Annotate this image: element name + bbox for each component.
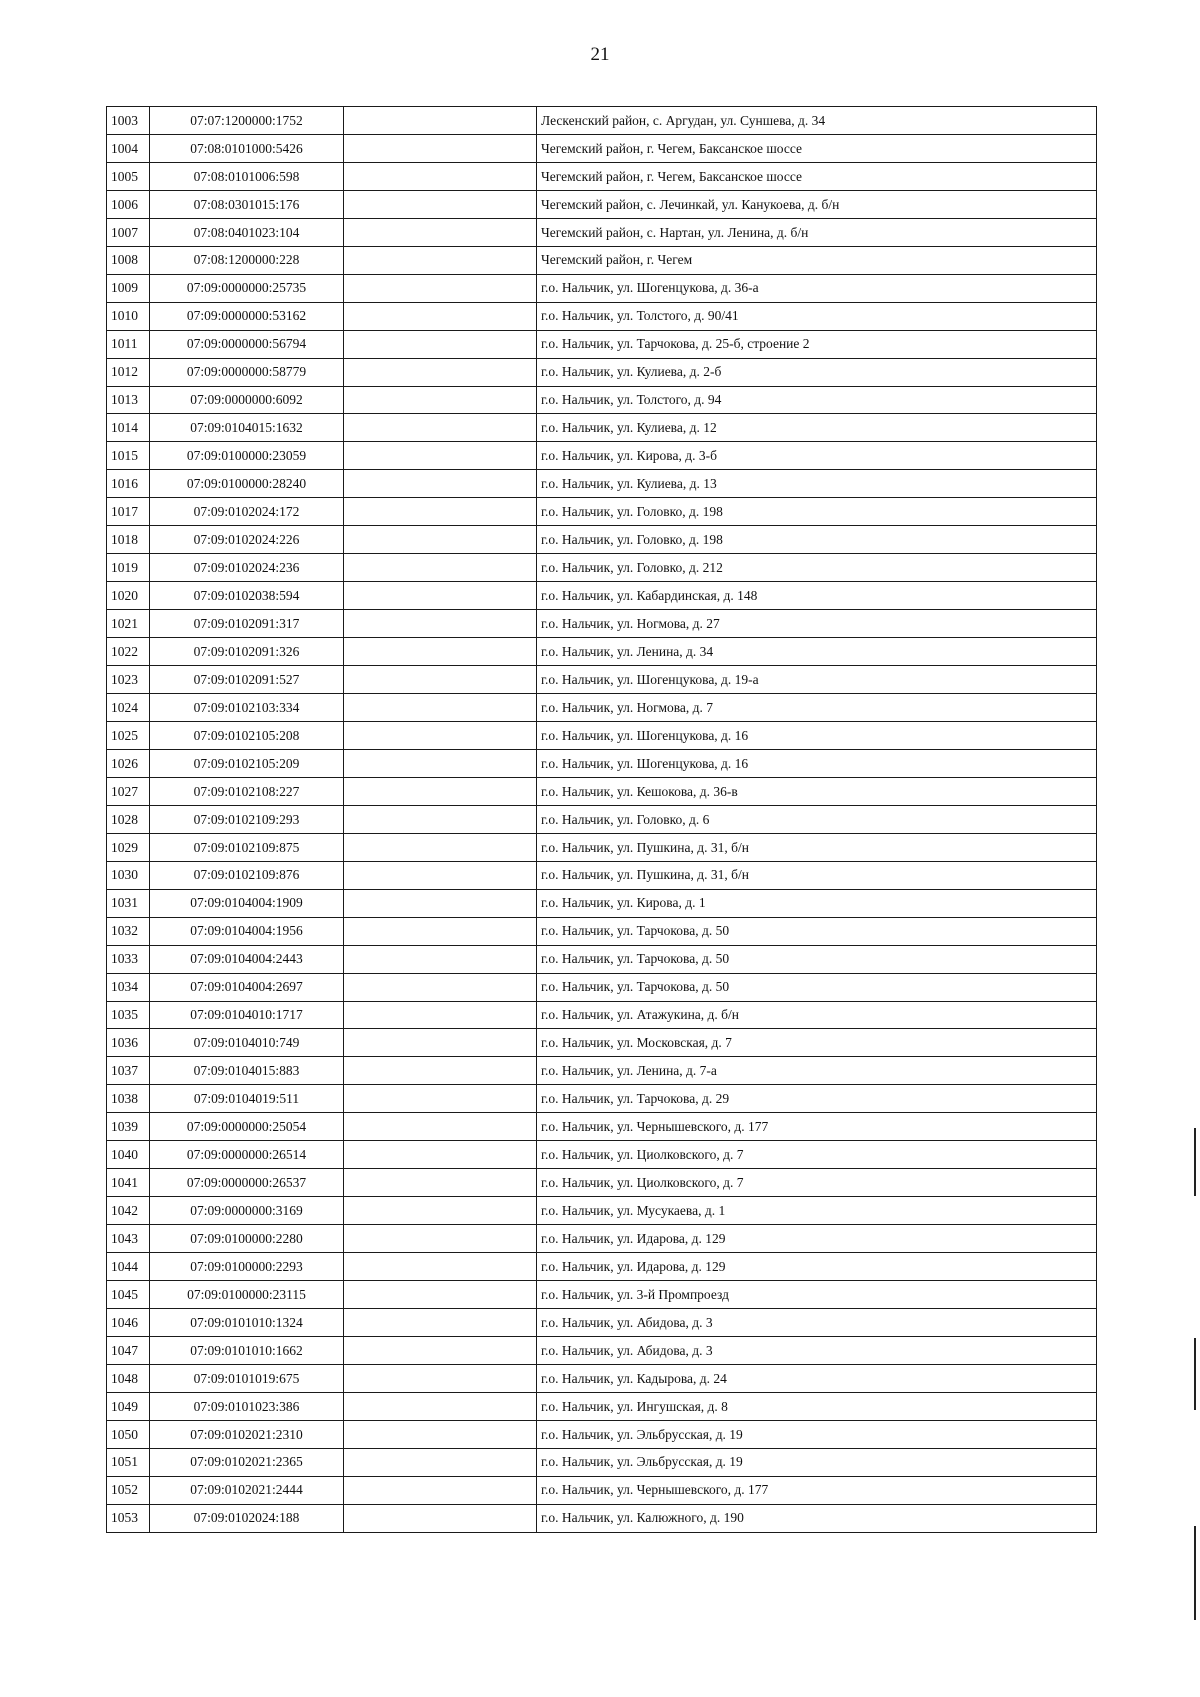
table-row: [107, 721, 1097, 749]
table-row: [107, 274, 1097, 302]
row-number-cell: 1047: [107, 1336, 150, 1364]
table-row: [107, 1476, 1097, 1504]
cadastral-number-cell: 07:09:0102024:236: [150, 554, 344, 582]
empty-cell: [344, 833, 537, 861]
cadastral-number-cell: 07:09:0102105:209: [150, 749, 344, 777]
address-cell: г.о. Нальчик, ул. Пушкина, д. 31, б/н: [537, 861, 1097, 889]
row-number-cell: 1034: [107, 973, 150, 1001]
empty-cell: [344, 805, 537, 833]
empty-cell: [344, 1225, 537, 1253]
row-number-cell: 1043: [107, 1225, 150, 1253]
table-row: [107, 498, 1097, 526]
row-number-cell: 1017: [107, 498, 150, 526]
empty-cell: [344, 889, 537, 917]
cadastral-number-cell: 07:09:0104010:749: [150, 1029, 344, 1057]
table-row: [107, 1197, 1097, 1225]
cadastral-number-cell: 07:09:0102021:2365: [150, 1448, 344, 1476]
address-cell: г.о. Нальчик, ул. Шогенцукова, д. 16: [537, 721, 1097, 749]
row-number-cell: 1036: [107, 1029, 150, 1057]
empty-cell: [344, 917, 537, 945]
empty-cell: [344, 1392, 537, 1420]
address-cell: г.о. Нальчик, ул. Тарчокова, д. 25-б, строение 2: [537, 330, 1097, 358]
cadastral-number-cell: 07:09:0102021:2310: [150, 1420, 344, 1448]
row-number-cell: 1010: [107, 302, 150, 330]
address-cell: г.о. Нальчик, ул. Абидова, д. 3: [537, 1308, 1097, 1336]
address-cell: г.о. Нальчик, ул. Кирова, д. 3-б: [537, 442, 1097, 470]
empty-cell: [344, 1476, 537, 1504]
row-number-cell: 1048: [107, 1364, 150, 1392]
cadastral-number-cell: 07:09:0102091:527: [150, 666, 344, 694]
row-number-cell: 1028: [107, 805, 150, 833]
address-cell: г.о. Нальчик, ул. Атажукина, д. б/н: [537, 1001, 1097, 1029]
table-row: [107, 1420, 1097, 1448]
row-number-cell: 1053: [107, 1504, 150, 1532]
empty-cell: [344, 721, 537, 749]
table-row: [107, 666, 1097, 694]
cadastral-number-cell: 07:09:0102091:317: [150, 610, 344, 638]
cadastral-number-cell: 07:09:0102109:875: [150, 833, 344, 861]
address-cell: г.о. Нальчик, ул. Абидова, д. 3: [537, 1336, 1097, 1364]
table-row: [107, 554, 1097, 582]
table-row: [107, 107, 1097, 135]
scan-edge-mark: [1194, 1526, 1196, 1620]
table-row: [107, 582, 1097, 610]
row-number-cell: 1031: [107, 889, 150, 917]
table-row: [107, 386, 1097, 414]
table-row: [107, 1001, 1097, 1029]
property-registry-table: [106, 106, 1097, 1533]
address-cell: Чегемский район, с. Нартан, ул. Ленина, д. б/н: [537, 218, 1097, 246]
row-number-cell: 1027: [107, 777, 150, 805]
row-number-cell: 1023: [107, 666, 150, 694]
empty-cell: [344, 162, 537, 190]
row-number-cell: 1020: [107, 582, 150, 610]
cadastral-number-cell: 07:09:0104004:2697: [150, 973, 344, 1001]
address-cell: г.о. Нальчик, ул. Кулиева, д. 13: [537, 470, 1097, 498]
empty-cell: [344, 498, 537, 526]
cadastral-number-cell: 07:09:0102109:293: [150, 805, 344, 833]
row-number-cell: 1013: [107, 386, 150, 414]
row-number-cell: 1012: [107, 358, 150, 386]
row-number-cell: 1018: [107, 526, 150, 554]
cadastral-number-cell: 07:09:0104015:1632: [150, 414, 344, 442]
cadastral-number-cell: 07:09:0000000:25054: [150, 1113, 344, 1141]
row-number-cell: 1003: [107, 107, 150, 135]
row-number-cell: 1029: [107, 833, 150, 861]
address-cell: г.о. Нальчик, ул. Тарчокова, д. 29: [537, 1085, 1097, 1113]
address-cell: г.о. Нальчик, ул. Ногмова, д. 7: [537, 694, 1097, 722]
row-number-cell: 1022: [107, 638, 150, 666]
table-row: [107, 442, 1097, 470]
table-row: [107, 162, 1097, 190]
empty-cell: [344, 666, 537, 694]
cadastral-number-cell: 07:09:0104004:2443: [150, 945, 344, 973]
address-cell: г.о. Нальчик, ул. Эльбрусская, д. 19: [537, 1448, 1097, 1476]
cadastral-number-cell: 07:09:0100000:23059: [150, 442, 344, 470]
cadastral-number-cell: 07:09:0102103:334: [150, 694, 344, 722]
empty-cell: [344, 1281, 537, 1309]
empty-cell: [344, 526, 537, 554]
empty-cell: [344, 218, 537, 246]
cadastral-number-cell: 07:09:0100000:2293: [150, 1253, 344, 1281]
table-row: [107, 610, 1097, 638]
table-row: [107, 749, 1097, 777]
row-number-cell: 1030: [107, 861, 150, 889]
cadastral-number-cell: 07:09:0100000:28240: [150, 470, 344, 498]
table-row: [107, 777, 1097, 805]
empty-cell: [344, 945, 537, 973]
row-number-cell: 1008: [107, 246, 150, 274]
row-number-cell: 1005: [107, 162, 150, 190]
cadastral-number-cell: 07:09:0000000:25735: [150, 274, 344, 302]
empty-cell: [344, 1029, 537, 1057]
cadastral-number-cell: 07:09:0000000:56794: [150, 330, 344, 358]
table-row: [107, 861, 1097, 889]
address-cell: г.о. Нальчик, ул. Головко, д. 212: [537, 554, 1097, 582]
table-row: [107, 1253, 1097, 1281]
empty-cell: [344, 638, 537, 666]
empty-cell: [344, 973, 537, 1001]
empty-cell: [344, 1169, 537, 1197]
cadastral-number-cell: 07:09:0102024:226: [150, 526, 344, 554]
address-cell: г.о. Нальчик, ул. Толстого, д. 94: [537, 386, 1097, 414]
empty-cell: [344, 694, 537, 722]
empty-cell: [344, 358, 537, 386]
row-number-cell: 1051: [107, 1448, 150, 1476]
address-cell: г.о. Нальчик, ул. Ингушская, д. 8: [537, 1392, 1097, 1420]
address-cell: г.о. Нальчик, ул. Мусукаева, д. 1: [537, 1197, 1097, 1225]
cadastral-number-cell: 07:09:0000000:26537: [150, 1169, 344, 1197]
row-number-cell: 1016: [107, 470, 150, 498]
empty-cell: [344, 1057, 537, 1085]
table-row: [107, 1392, 1097, 1420]
empty-cell: [344, 330, 537, 358]
row-number-cell: 1015: [107, 442, 150, 470]
address-cell: г.о. Нальчик, ул. Чернышевского, д. 177: [537, 1113, 1097, 1141]
address-cell: г.о. Нальчик, ул. Тарчокова, д. 50: [537, 917, 1097, 945]
empty-cell: [344, 414, 537, 442]
table-row: [107, 889, 1097, 917]
empty-cell: [344, 861, 537, 889]
cadastral-number-cell: 07:09:0102108:227: [150, 777, 344, 805]
row-number-cell: 1014: [107, 414, 150, 442]
address-cell: г.о. Нальчик, ул. Эльбрусская, д. 19: [537, 1420, 1097, 1448]
cadastral-number-cell: 07:09:0000000:53162: [150, 302, 344, 330]
row-number-cell: 1021: [107, 610, 150, 638]
cadastral-number-cell: 07:09:0100000:23115: [150, 1281, 344, 1309]
cadastral-number-cell: 07:09:0104015:883: [150, 1057, 344, 1085]
row-number-cell: 1038: [107, 1085, 150, 1113]
address-cell: г.о. Нальчик, ул. Кабардинская, д. 148: [537, 582, 1097, 610]
table-row: [107, 1336, 1097, 1364]
table-row: [107, 1448, 1097, 1476]
cadastral-number-cell: 07:09:0104004:1909: [150, 889, 344, 917]
cadastral-number-cell: 07:09:0100000:2280: [150, 1225, 344, 1253]
address-cell: г.о. Нальчик, ул. Идарова, д. 129: [537, 1225, 1097, 1253]
cadastral-number-cell: 07:09:0000000:6092: [150, 386, 344, 414]
address-cell: г.о. Нальчик, ул. Чернышевского, д. 177: [537, 1476, 1097, 1504]
scan-edge-mark: [1194, 1338, 1196, 1410]
cadastral-number-cell: 07:09:0101010:1324: [150, 1308, 344, 1336]
empty-cell: [344, 386, 537, 414]
address-cell: г.о. Нальчик, ул. Кулиева, д. 2-б: [537, 358, 1097, 386]
cadastral-number-cell: 07:08:0301015:176: [150, 190, 344, 218]
table-row: [107, 1225, 1097, 1253]
table-row: [107, 1113, 1097, 1141]
table-row: [107, 833, 1097, 861]
row-number-cell: 1026: [107, 749, 150, 777]
table-row: [107, 694, 1097, 722]
cadastral-number-cell: 07:08:0101006:598: [150, 162, 344, 190]
address-cell: г.о. Нальчик, ул. Шогенцукова, д. 36-а: [537, 274, 1097, 302]
row-number-cell: 1039: [107, 1113, 150, 1141]
address-cell: г.о. Нальчик, ул. Калюжного, д. 190: [537, 1504, 1097, 1532]
table-row: [107, 638, 1097, 666]
row-number-cell: 1052: [107, 1476, 150, 1504]
empty-cell: [344, 302, 537, 330]
table-row: [107, 414, 1097, 442]
address-cell: г.о. Нальчик, ул. Ленина, д. 7-а: [537, 1057, 1097, 1085]
address-cell: Чегемский район, г. Чегем, Баксанское шоссе: [537, 162, 1097, 190]
address-cell: г.о. Нальчик, ул. Ногмова, д. 27: [537, 610, 1097, 638]
empty-cell: [344, 554, 537, 582]
row-number-cell: 1033: [107, 945, 150, 973]
row-number-cell: 1046: [107, 1308, 150, 1336]
address-cell: г.о. Нальчик, ул. Кирова, д. 1: [537, 889, 1097, 917]
address-cell: г.о. Нальчик, ул. Кадырова, д. 24: [537, 1364, 1097, 1392]
address-cell: г.о. Нальчик, ул. Кулиева, д. 12: [537, 414, 1097, 442]
empty-cell: [344, 1420, 537, 1448]
cadastral-number-cell: 07:09:0102024:188: [150, 1504, 344, 1532]
cadastral-number-cell: 07:09:0102109:876: [150, 861, 344, 889]
row-number-cell: 1011: [107, 330, 150, 358]
address-cell: г.о. Нальчик, ул. 3-й Промпроезд: [537, 1281, 1097, 1309]
row-number-cell: 1019: [107, 554, 150, 582]
row-number-cell: 1042: [107, 1197, 150, 1225]
empty-cell: [344, 1448, 537, 1476]
cadastral-number-cell: 07:09:0102091:326: [150, 638, 344, 666]
table-row: [107, 945, 1097, 973]
row-number-cell: 1009: [107, 274, 150, 302]
address-cell: г.о. Нальчик, ул. Головко, д. 198: [537, 498, 1097, 526]
row-number-cell: 1035: [107, 1001, 150, 1029]
address-cell: Лескенский район, с. Аргудан, ул. Суншева, д. 34: [537, 107, 1097, 135]
empty-cell: [344, 610, 537, 638]
empty-cell: [344, 582, 537, 610]
cadastral-number-cell: 07:09:0102038:594: [150, 582, 344, 610]
row-number-cell: 1025: [107, 721, 150, 749]
address-cell: г.о. Нальчик, ул. Тарчокова, д. 50: [537, 945, 1097, 973]
table-row: [107, 1364, 1097, 1392]
table-row: [107, 470, 1097, 498]
table-row: [107, 1504, 1097, 1532]
cadastral-number-cell: 07:08:1200000:228: [150, 246, 344, 274]
table-row: [107, 526, 1097, 554]
row-number-cell: 1004: [107, 134, 150, 162]
empty-cell: [344, 1336, 537, 1364]
row-number-cell: 1049: [107, 1392, 150, 1420]
row-number-cell: 1045: [107, 1281, 150, 1309]
row-number-cell: 1044: [107, 1253, 150, 1281]
address-cell: Чегемский район, с. Лечинкай, ул. Канукоева, д. б/н: [537, 190, 1097, 218]
empty-cell: [344, 134, 537, 162]
row-number-cell: 1041: [107, 1169, 150, 1197]
row-number-cell: 1032: [107, 917, 150, 945]
address-cell: Чегемский район, г. Чегем: [537, 246, 1097, 274]
table-row: [107, 134, 1097, 162]
empty-cell: [344, 190, 537, 218]
table-row: [107, 1169, 1097, 1197]
cadastral-number-cell: 07:09:0101010:1662: [150, 1336, 344, 1364]
empty-cell: [344, 246, 537, 274]
address-cell: г.о. Нальчик, ул. Шогенцукова, д. 19-а: [537, 666, 1097, 694]
table-row: [107, 218, 1097, 246]
empty-cell: [344, 442, 537, 470]
address-cell: г.о. Нальчик, ул. Толстого, д. 90/41: [537, 302, 1097, 330]
empty-cell: [344, 1364, 537, 1392]
address-cell: г.о. Нальчик, ул. Головко, д. 198: [537, 526, 1097, 554]
empty-cell: [344, 107, 537, 135]
address-cell: г.о. Нальчик, ул. Шогенцукова, д. 16: [537, 749, 1097, 777]
empty-cell: [344, 777, 537, 805]
address-cell: г.о. Нальчик, ул. Тарчокова, д. 50: [537, 973, 1097, 1001]
table-row: [107, 330, 1097, 358]
address-cell: г.о. Нальчик, ул. Ленина, д. 34: [537, 638, 1097, 666]
cadastral-number-cell: 07:09:0104010:1717: [150, 1001, 344, 1029]
cadastral-number-cell: 07:09:0000000:3169: [150, 1197, 344, 1225]
empty-cell: [344, 470, 537, 498]
row-number-cell: 1050: [107, 1420, 150, 1448]
table-row: [107, 805, 1097, 833]
empty-cell: [344, 274, 537, 302]
page-number: 21: [590, 44, 610, 65]
table-row: [107, 973, 1097, 1001]
cadastral-number-cell: 07:09:0102024:172: [150, 498, 344, 526]
cadastral-number-cell: 07:09:0102105:208: [150, 721, 344, 749]
empty-cell: [344, 1308, 537, 1336]
empty-cell: [344, 1141, 537, 1169]
table-row: [107, 917, 1097, 945]
empty-cell: [344, 1253, 537, 1281]
address-cell: г.о. Нальчик, ул. Циолковского, д. 7: [537, 1169, 1097, 1197]
empty-cell: [344, 1197, 537, 1225]
cadastral-number-cell: 07:09:0101019:675: [150, 1364, 344, 1392]
address-cell: г.о. Нальчик, ул. Кешокова, д. 36-в: [537, 777, 1097, 805]
cadastral-number-cell: 07:08:0401023:104: [150, 218, 344, 246]
table-row: [107, 1281, 1097, 1309]
cadastral-number-cell: 07:07:1200000:1752: [150, 107, 344, 135]
address-cell: Чегемский район, г. Чегем, Баксанское шоссе: [537, 134, 1097, 162]
cadastral-number-cell: 07:09:0104004:1956: [150, 917, 344, 945]
empty-cell: [344, 749, 537, 777]
row-number-cell: 1040: [107, 1141, 150, 1169]
table-row: [107, 1029, 1097, 1057]
cadastral-number-cell: 07:09:0104019:511: [150, 1085, 344, 1113]
empty-cell: [344, 1085, 537, 1113]
address-cell: г.о. Нальчик, ул. Идарова, д. 129: [537, 1253, 1097, 1281]
scan-edge-mark: [1194, 1128, 1196, 1196]
row-number-cell: 1007: [107, 218, 150, 246]
empty-cell: [344, 1504, 537, 1532]
row-number-cell: 1024: [107, 694, 150, 722]
cadastral-number-cell: 07:09:0000000:26514: [150, 1141, 344, 1169]
table-row: [107, 302, 1097, 330]
address-cell: г.о. Нальчик, ул. Циолковского, д. 7: [537, 1141, 1097, 1169]
row-number-cell: 1037: [107, 1057, 150, 1085]
table-row: [107, 1308, 1097, 1336]
table-row: [107, 1085, 1097, 1113]
registry-table-body: [107, 107, 1097, 1533]
table-row: [107, 1057, 1097, 1085]
address-cell: г.о. Нальчик, ул. Московская, д. 7: [537, 1029, 1097, 1057]
table-row: [107, 190, 1097, 218]
cadastral-number-cell: 07:09:0101023:386: [150, 1392, 344, 1420]
table-row: [107, 1141, 1097, 1169]
cadastral-number-cell: 07:08:0101000:5426: [150, 134, 344, 162]
row-number-cell: 1006: [107, 190, 150, 218]
address-cell: г.о. Нальчик, ул. Пушкина, д. 31, б/н: [537, 833, 1097, 861]
cadastral-number-cell: 07:09:0000000:58779: [150, 358, 344, 386]
empty-cell: [344, 1113, 537, 1141]
address-cell: г.о. Нальчик, ул. Головко, д. 6: [537, 805, 1097, 833]
table-row: [107, 358, 1097, 386]
cadastral-number-cell: 07:09:0102021:2444: [150, 1476, 344, 1504]
empty-cell: [344, 1001, 537, 1029]
table-row: [107, 246, 1097, 274]
